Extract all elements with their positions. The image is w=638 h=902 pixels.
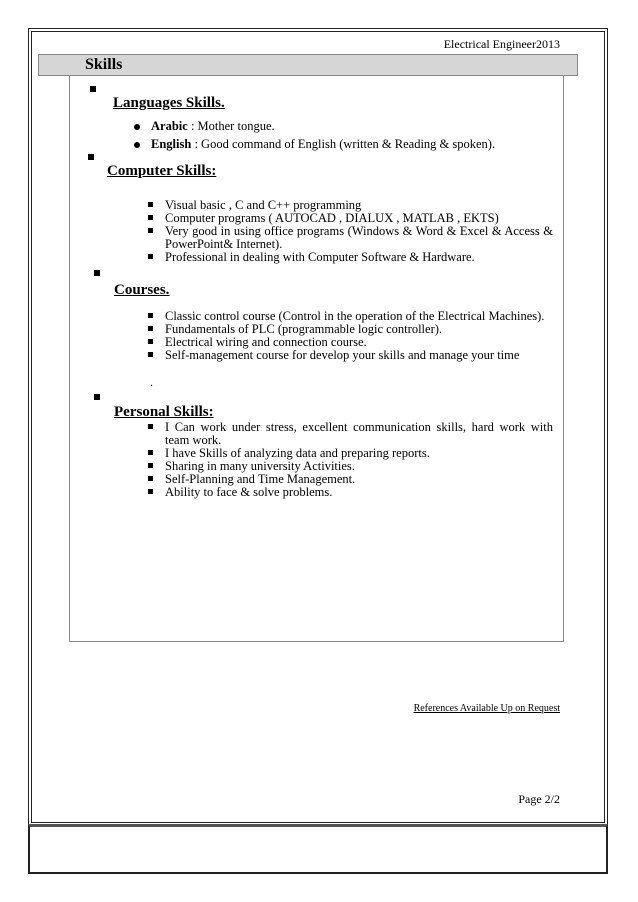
section-bullet [88,154,94,160]
list-item: Visual basic , C and C++ programming [148,199,553,212]
list-item: I Can work under stress, excellent communication skills, hard work with team work. [148,421,553,447]
section-bullet [94,394,100,400]
personal-list [148,421,553,499]
list-item: Ability to face & solve problems. [148,486,553,499]
language-name: English [151,137,192,151]
references-note: References Available Up on Request [413,703,560,714]
list-item: Professional in dealing with Computer Software & Hardware. [148,251,553,264]
computer-list [148,199,553,264]
language-name: Arabic [151,119,188,133]
language-desc: Mother tongue. [197,119,275,133]
courses-title: Courses. [114,282,170,298]
list-item: Fundamentals of PLC (programmable logic controller). [148,323,553,336]
header-title: Electrical Engineer2013 [443,37,560,51]
language-desc: Good command of English (written & Reading & spoken). [201,137,496,151]
list-item: Arabic : Mother tongue. [134,120,554,133]
page-footer-strip [28,824,608,874]
list-item: Electrical wiring and connection course. [148,336,553,349]
section-bullet [90,86,96,92]
computer-title: Computer Skills: [107,163,217,179]
list-item: Very good in using office programs (Windows & Word & Excel & Access & PowerPoint& Internet). [148,225,553,251]
skills-header-bar [38,54,578,76]
page-number: Page 2/2 [518,792,560,806]
courses-list [148,310,553,362]
section-title: Skills [85,56,123,73]
list-item: Self-management course for develop your skills and manage your time [148,349,553,362]
list-item: Sharing in many university Activities. [148,460,553,473]
trailing-period: . [150,375,153,389]
languages-title: Languages Skills. [113,95,225,111]
list-item: Self-Planning and Time Management. [148,473,553,486]
list-item: I have Skills of analyzing data and preparing reports. [148,447,553,460]
section-bullet [94,270,100,276]
list-item: English : Good command of English (written & Reading & spoken). [134,138,554,151]
list-item: Classic control course (Control in the operation of the Electrical Machines). [148,310,553,323]
list-item: Computer programs ( AUTOCAD , DIALUX , MATLAB , EKTS) [148,212,553,225]
personal-title: Personal Skills: [114,404,214,420]
languages-list [134,120,554,156]
